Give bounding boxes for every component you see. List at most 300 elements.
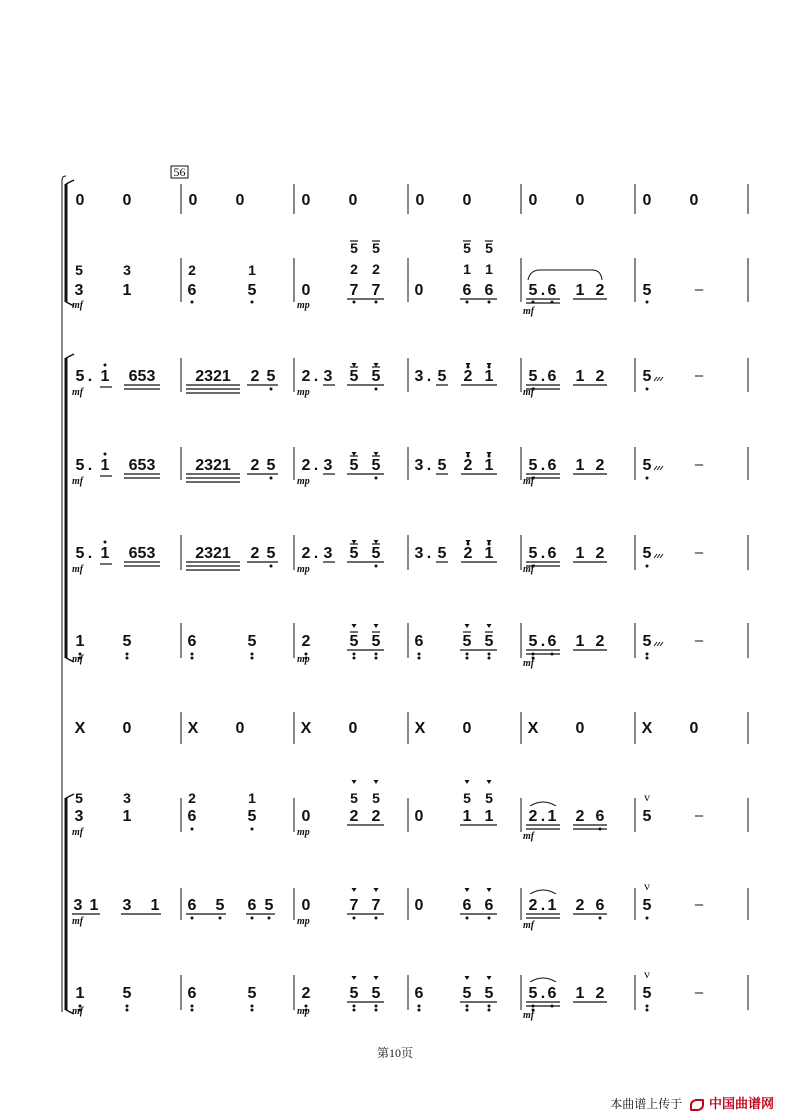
text-145: 1 [547,897,557,914]
text-155: 5 [371,985,381,1002]
text-51: 2321 [195,457,231,474]
text-109: 5 [75,790,83,806]
text-33: 3 [323,368,333,385]
text-13: 1 [463,261,471,277]
rest-note: 0 [301,808,311,825]
rest-note: 0 [75,192,85,209]
text-135: 6 [187,897,197,914]
octave-dot [646,565,649,568]
octave-dot [353,301,356,304]
text-21: 1 [575,282,585,299]
rest-note: 0 [462,192,472,209]
rest-note: 0 [575,720,585,737]
octave-dot [191,917,194,920]
octave-dot [646,1005,649,1008]
accent-mark [487,888,492,892]
text-112: 1 [122,808,132,825]
octave-dot [466,653,469,656]
text-35: 5 [371,368,381,385]
octave-dot [270,565,273,568]
rest-note: 0 [188,192,198,209]
text-105: 6 [547,633,557,650]
slur-arc [530,978,556,982]
text-114: 6 [187,808,197,825]
text-12: 5 [463,240,471,256]
octave-dot [466,657,469,660]
text-130: 5 [642,808,652,825]
text-72: 1 [100,545,110,562]
text-132: 1 [89,897,99,914]
octave-dot [353,1005,356,1008]
octave-dot [646,657,649,660]
rest-note: 0 [122,192,132,209]
text-143: 2 [528,897,538,914]
text-47: 5 [75,457,85,474]
text-17: 6 [484,282,494,299]
rest-note: 0 [414,282,424,299]
dynamic-marking: mf [523,920,535,931]
octave-dot [375,477,378,480]
octave-dot [488,1009,491,1012]
text-46: 5 [642,368,652,385]
slur-arc [530,890,556,894]
rest-note: 0 [235,192,245,209]
text-29: 2 [250,368,260,385]
dynamic-marking: mp [297,827,310,838]
perc-hit: X [641,720,653,737]
rest-note: 0 [689,192,699,209]
text-14: 6 [462,282,472,299]
octave-dot [104,364,107,367]
text-156: 6 [414,985,424,1002]
text-163: 2 [595,985,605,1002]
text-123: 5 [485,790,493,806]
text-37: . [426,368,432,385]
text-27: 653 [128,368,156,385]
text-91: 2 [595,545,605,562]
text-89: 6 [547,545,557,562]
octave-dot [251,828,254,831]
text-10: 2 [372,261,380,277]
text-15: 5 [485,240,493,256]
accent-mark [374,976,379,980]
octave-dot [191,1005,194,1008]
text-147: 6 [595,897,605,914]
text-122: 1 [462,808,472,825]
accent-mark [487,624,492,628]
text-82: 3 [414,545,424,562]
text-75: 2 [250,545,260,562]
text-26: 1 [100,368,110,385]
text-150: 5 [122,985,132,1002]
text-16: 1 [485,261,493,277]
source-brand: 中国曲谱网 [708,1096,774,1111]
octave-dot [467,543,470,546]
source-credit [610,1093,774,1112]
accent-mark [352,624,357,628]
dynamic-marking: mf [72,476,84,487]
text-134: 1 [150,897,160,914]
octave-dot [375,657,378,660]
octave-dot [646,301,649,304]
text-59: 3 [414,457,424,474]
text-42: . [540,368,546,385]
text-45: 2 [595,368,605,385]
text-68: 2 [595,457,605,474]
text-53: 5 [266,457,276,474]
text-162: 1 [575,985,585,1002]
rest-note: 0 [642,192,652,209]
octave-dot [646,477,649,480]
text-85: 2 [463,545,473,562]
dynamic-marking: mf [72,564,84,575]
dynamic-marking: mf [72,300,84,311]
text-116: 5 [247,808,257,825]
octave-dot [191,1009,194,1012]
dynamic-marking: mp [297,564,310,575]
hold-dash: – [694,456,704,473]
text-62: 2 [463,457,473,474]
octave-dot [375,917,378,920]
text-154: 5 [349,985,359,1002]
hold-dash: – [694,896,704,913]
system-1-bracket-top [66,180,74,184]
dynamic-marking: mf [523,831,535,842]
text-96: 5 [247,633,257,650]
text-131: 3 [73,897,83,914]
text-102: 5 [484,633,494,650]
octave-dot [466,301,469,304]
text-71: . [87,545,93,562]
text-103: 5 [528,633,538,650]
breath-mark: v [644,790,650,804]
accent-mark [374,624,379,628]
text-32: . [313,368,319,385]
dynamic-marking: mf [523,564,535,575]
text-129: 6 [595,808,605,825]
text-88: . [540,545,546,562]
octave-dot [219,917,222,920]
hold-dash: – [694,367,704,384]
text-55: . [313,457,319,474]
octave-dot [104,453,107,456]
octave-dot [353,1009,356,1012]
dynamic-marking: mf [72,654,84,665]
text-57: 5 [349,457,359,474]
text-144: . [540,897,546,914]
octave-dot [375,1009,378,1012]
octave-dot [599,917,602,920]
system-3-bracket-top [66,794,74,798]
dynamic-marking: mf [72,1006,84,1017]
accent-mark [465,888,470,892]
octave-dot [251,1009,254,1012]
text-104: . [540,633,546,650]
accent-mark [465,780,470,784]
tremolo-mark [654,554,663,558]
accent-mark [374,780,379,784]
octave-dot [646,917,649,920]
text-149: 1 [75,985,85,1002]
text-6: 5 [350,240,358,256]
dynamic-marking: mf [523,476,535,487]
tremolo-mark [654,377,663,381]
rest-note: 0 [415,192,425,209]
dynamic-marking: mf [523,387,535,398]
text-80: 5 [349,545,359,562]
text-20: 6 [547,282,557,299]
octave-dot [268,917,271,920]
text-30: 5 [266,368,276,385]
accent-mark [352,976,357,980]
text-11: 7 [371,282,381,299]
tremolo-mark [654,466,663,470]
text-136: 5 [215,897,225,914]
text-140: 7 [371,897,381,914]
text-41: 5 [528,368,538,385]
text-44: 1 [575,368,585,385]
octave-dot [126,1005,129,1008]
rest-note: 0 [689,720,699,737]
octave-dot [191,301,194,304]
text-61: 5 [437,457,447,474]
octave-dot [375,1005,378,1008]
accent-mark [374,888,379,892]
text-56: 3 [323,457,333,474]
rest-note: 0 [348,192,358,209]
text-93: 1 [75,633,85,650]
text-67: 1 [575,457,585,474]
rest-note: 0 [235,720,245,737]
text-0: 3 [74,282,84,299]
rest-note: 0 [575,192,585,209]
text-153: 2 [301,985,311,1002]
text-118: 2 [349,808,359,825]
dynamic-marking: mp [297,916,310,927]
perc-hit: X [527,720,539,737]
text-23: 5 [642,282,652,299]
accent-mark [487,976,492,980]
octave-dot [418,1005,421,1008]
octave-dot [418,657,421,660]
text-4: 1 [248,262,256,278]
text-24: 5 [75,368,85,385]
octave-dot [375,565,378,568]
text-158: 5 [484,985,494,1002]
octave-dot [488,301,491,304]
rehearsal-mark: 56 [173,165,186,179]
text-146: 2 [575,897,585,914]
text-159: 5 [528,985,538,1002]
text-78: . [313,545,319,562]
text-125: 2 [528,808,538,825]
rest-note: 0 [301,282,311,299]
rest-note: 0 [414,897,424,914]
phrase-slur [528,270,602,280]
dynamic-marking: mf [523,306,535,317]
octave-dot [488,657,491,660]
octave-dot [126,1009,129,1012]
text-34: 5 [349,368,359,385]
hold-dash: – [694,984,704,1001]
octave-dot [418,1009,421,1012]
octave-dot [251,1005,254,1008]
text-97: 2 [301,633,311,650]
page-number: 第10页 [376,1046,413,1060]
text-18: 5 [528,282,538,299]
rest-note: 0 [301,897,311,914]
hold-dash: – [694,281,704,298]
text-106: 1 [575,633,585,650]
text-5: 5 [247,282,257,299]
breath-mark: v [644,879,650,893]
text-124: 1 [484,808,494,825]
octave-dot [467,366,470,369]
dynamic-marking: mf [72,916,84,927]
octave-dot [353,657,356,660]
octave-dot [488,1005,491,1008]
text-3: 6 [187,282,197,299]
text-127: 1 [547,808,557,825]
text-74: 2321 [195,545,231,562]
text-138: 5 [264,897,274,914]
text-115: 1 [248,790,256,806]
text-48: . [87,457,93,474]
rest-note: 0 [528,192,538,209]
octave-dot [251,653,254,656]
brace-top [62,176,66,180]
rest-note: 0 [122,720,132,737]
slur-arc [530,802,556,806]
text-133: 3 [122,897,132,914]
dynamic-marking: mp [297,1006,310,1017]
octave-dot [251,917,254,920]
octave-dot [488,653,491,656]
accent-mark [352,888,357,892]
text-69: 5 [642,457,652,474]
text-64: 5 [528,457,538,474]
text-83: . [426,545,432,562]
text-117: 5 [350,790,358,806]
text-94: 5 [122,633,132,650]
text-1: 1 [122,282,132,299]
text-28: 2321 [195,368,231,385]
accent-mark [465,976,470,980]
dynamic-marking: mf [523,1010,535,1021]
text-54: 2 [301,457,311,474]
text-126: . [540,808,546,825]
text-113: 2 [188,790,196,806]
text-152: 5 [247,985,257,1002]
site-logo-icon [690,1099,704,1111]
text-73: 653 [128,545,156,562]
hold-dash: – [694,544,704,561]
perc-hit: X [187,720,199,737]
octave-dot [251,301,254,304]
text-60: . [426,457,432,474]
text-86: 1 [484,545,494,562]
source-label: 本曲谱上传于 [610,1097,683,1111]
text-79: 3 [323,545,333,562]
chord-top-note: 3 [123,262,131,278]
text-95: 6 [187,633,197,650]
accent-mark [465,624,470,628]
text-38: 5 [437,368,447,385]
text-108: 5 [642,633,652,650]
rest-note: 0 [348,720,358,737]
text-36: 3 [414,368,424,385]
chord-top-note: 5 [75,262,83,278]
dynamic-marking: mp [297,300,310,311]
text-9: 5 [372,240,380,256]
octave-dot [646,1009,649,1012]
text-90: 1 [575,545,585,562]
octave-dot [104,541,107,544]
text-128: 2 [575,808,585,825]
octave-dot [126,653,129,656]
octave-dot [251,657,254,660]
octave-dot [126,657,129,660]
text-160: . [540,985,546,1002]
octave-dot [191,828,194,831]
dynamic-marking: mf [72,827,84,838]
text-81: 5 [371,545,381,562]
perc-hit: X [74,720,86,737]
text-7: 2 [350,261,358,277]
text-43: 6 [547,368,557,385]
text-87: 5 [528,545,538,562]
text-25: . [87,368,93,385]
text-66: 6 [547,457,557,474]
text-65: . [540,457,546,474]
text-100: 6 [414,633,424,650]
tremolo-mark [654,642,663,646]
octave-dot [375,301,378,304]
text-137: 6 [247,897,257,914]
text-139: 7 [349,897,359,914]
text-157: 5 [462,985,472,1002]
text-40: 1 [484,368,494,385]
text-19: . [540,282,546,299]
octave-dot [418,653,421,656]
text-84: 5 [437,545,447,562]
text-92: 5 [642,545,652,562]
text-8: 7 [349,282,359,299]
octave-dot [270,477,273,480]
dynamic-marking: mf [72,387,84,398]
text-63: 1 [484,457,494,474]
text-107: 2 [595,633,605,650]
octave-dot [191,653,194,656]
perc-hit: X [300,720,312,737]
hold-dash: – [694,632,704,649]
text-111: 3 [123,790,131,806]
text-22: 2 [595,282,605,299]
text-141: 6 [462,897,472,914]
octave-dot [270,388,273,391]
text-70: 5 [75,545,85,562]
text-164: 5 [642,985,652,1002]
octave-dot [353,917,356,920]
octave-dot [375,653,378,656]
dynamic-marking: mp [297,476,310,487]
text-50: 653 [128,457,156,474]
text-161: 6 [547,985,557,1002]
text-52: 2 [250,457,260,474]
rest-note: 0 [414,808,424,825]
octave-dot [467,455,470,458]
dynamic-marking: mp [297,654,310,665]
